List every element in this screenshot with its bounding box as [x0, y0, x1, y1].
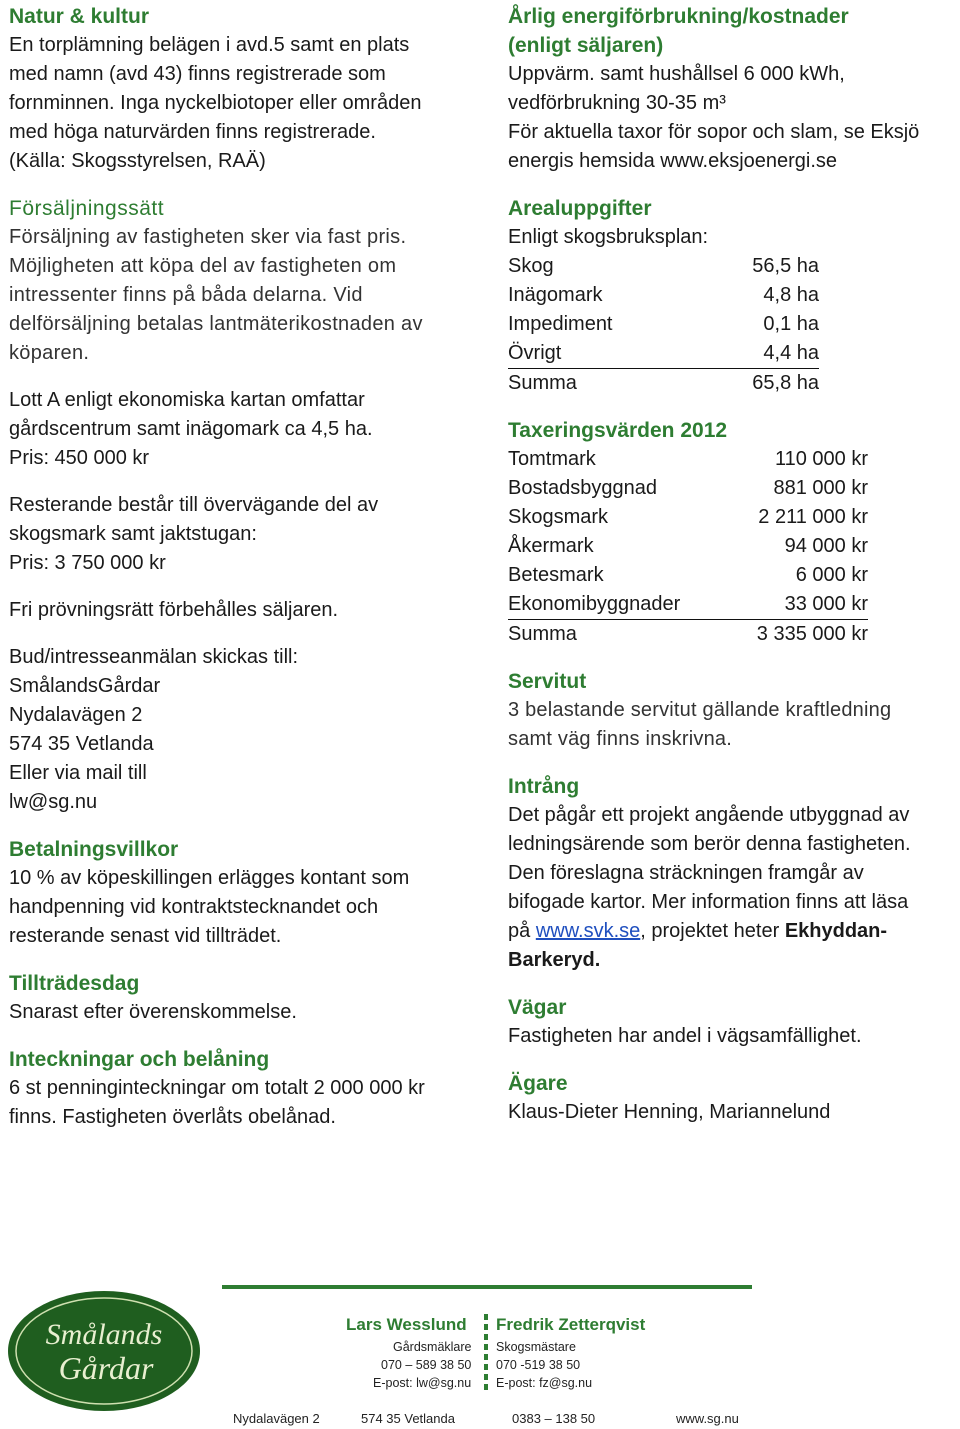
taxering-label: Ekonomibyggnader: [508, 590, 708, 620]
contact-phone-1: 070 – 589 38 50: [381, 1358, 472, 1372]
table-row: [508, 310, 819, 339]
areal-label: Inägomark: [508, 284, 603, 306]
taxering-label: Summa: [508, 623, 577, 645]
text-intrang: [508, 801, 960, 975]
project-name: Ekhyddan- Barkeryd.: [508, 920, 888, 971]
taxering-value: 94 000 kr: [784, 535, 868, 557]
taxering-value: 2 211 000 kr: [758, 506, 868, 528]
areal-table: [508, 252, 819, 398]
table-row: [508, 620, 868, 650]
heading-betalning: Betalningsvillkor: [9, 838, 179, 861]
footer-phone: 0383 – 138 50: [512, 1411, 596, 1426]
right-column: [508, 0, 960, 1127]
heading-servitut: Servitut: [508, 670, 587, 693]
table-row: [508, 532, 868, 561]
section-betalning: [9, 835, 489, 951]
footer-city: 574 35 Vetlanda: [361, 1411, 455, 1426]
heading-energi: Årlig energiförbrukning/kostnader (enligt säljaren): [508, 5, 849, 57]
section-vagar: [508, 993, 960, 1051]
areal-label: Summa: [508, 372, 577, 394]
section-natur: [9, 2, 489, 176]
taxering-label: Bostadsbyggnad: [508, 477, 658, 499]
contact-name-1: Lars Wesslund: [346, 1315, 467, 1334]
table-row: [508, 339, 819, 369]
text-forsaljning-2: Lott A enligt ekonomiska kartan omfattar gårdscentrum samt inägomark ca 4,5 ha. Pris: 450 000 kr: [9, 389, 373, 469]
areal-label: Skog: [508, 255, 554, 277]
section-agare: [508, 1069, 960, 1127]
areal-label: Impediment: [508, 313, 613, 335]
table-row: [508, 561, 868, 590]
section-servitut: [508, 667, 960, 754]
footer-address: Nydalavägen 2: [233, 1411, 320, 1426]
taxering-label: Tomtmark: [508, 448, 596, 470]
text-vagar: Fastigheten har andel i vägsamfällighet.: [508, 1025, 862, 1047]
table-row: [508, 281, 819, 310]
contact-email-2[interactable]: E-post: fz@sg.nu: [496, 1376, 593, 1390]
contact-title-1: Gårdsmäklare: [393, 1340, 472, 1354]
contact-phone-2: 070 -519 38 50: [496, 1358, 581, 1372]
taxering-value: 3 335 000 kr: [756, 623, 868, 645]
logo-text-2: Gårdar: [58, 1350, 154, 1386]
contact-title-2: Skogsmästare: [496, 1340, 576, 1354]
heading-areal: Arealuppgifter: [508, 197, 652, 220]
text-forsaljning-3: Resterande består till övervägande del av skogsmark samt jaktstugan: Pris: 3 750 000 kr: [9, 494, 379, 574]
heading-vagar: Vägar: [508, 996, 567, 1019]
text-forsaljning-1: Försäljning av fastigheten sker via fast pris. Möjligheten att köpa del av fastigheten om intressenter finns på båda delarna. Vid delförsäljning betalas lantmäterikostnaden av köparen.: [9, 226, 423, 364]
taxering-label: Skogsmark: [508, 506, 609, 528]
taxering-value: 33 000 kr: [708, 590, 868, 620]
text-agare: Klaus-Dieter Henning, Mariannelund: [508, 1101, 831, 1123]
smalands-gardar-logo: [6, 1289, 202, 1413]
footer-web[interactable]: www.sg.nu: [676, 1411, 739, 1426]
section-energi: [508, 2, 960, 176]
text-bud-address: Bud/intresseanmälan skickas till: SmålandsGårdar Nydalavägen 2 574 35 Vetlanda Eller via mail till lw@sg.nu: [9, 646, 299, 813]
table-row: [508, 474, 868, 503]
heading-natur: Natur & kultur: [9, 5, 150, 28]
text-betalning: 10 % av köpeskillingen erlägges kontant som handpenning vid kontraktstecknandet och resterande senast vid tillträdet.: [9, 867, 410, 947]
heading-taxering: Taxeringsvärden 2012: [508, 419, 728, 442]
areal-value: 56,5 ha: [752, 255, 819, 277]
footer-rule: [222, 1285, 752, 1289]
section-tilltrade: [9, 969, 489, 1027]
text-energi: Uppvärm. samt hushållsel 6 000 kWh, vedförbrukning 30-35 m³ För aktuella taxor för sopor och slam, se Eksjö energis hemsida www.eksjoenergi.se: [508, 63, 920, 172]
taxering-value: 110 000 kr: [774, 448, 868, 470]
areal-label: Övrigt: [508, 339, 708, 369]
areal-value: 4,8 ha: [763, 284, 819, 306]
text-areal-intro: Enligt skogsbruksplan:: [508, 226, 709, 248]
section-taxering: [508, 416, 960, 649]
table-row: [508, 445, 868, 474]
table-row: [508, 252, 819, 281]
heading-tilltrade: Tillträdesdag: [9, 972, 140, 995]
text-intrang-b: , projektet heter: [640, 920, 785, 942]
heading-inteckningar: Inteckningar och belåning: [9, 1048, 270, 1071]
heading-forsaljning: Försäljningssätt: [9, 197, 165, 220]
text-forsaljning-4: Fri prövningsrätt förbehålles säljaren.: [9, 599, 339, 621]
text-inteckningar: 6 st penninginteckningar om totalt 2 000 000 kr finns. Fastigheten överlåts obelånad.: [9, 1077, 425, 1128]
table-row: [508, 503, 868, 532]
heading-intrang: Intrång: [508, 775, 580, 798]
text-tilltrade: Snarast efter överenskommelse.: [9, 1001, 297, 1023]
text-natur: En torplämning belägen i avd.5 samt en plats med namn (avd 43) finns registrerade som fornminnen. Inga nyckelbiotoper eller områden med höga naturvärden finns registrerade. (Källa: Skogsstyrelsen, RAÄ): [9, 34, 422, 172]
contact-name-2: Fredrik Zetterqvist: [496, 1315, 646, 1334]
table-row: [508, 590, 868, 620]
text-intrang-a: Det pågår ett projekt angående utbyggnad av ledningsärende som berör denna fastigheten. Den föreslagna sträckningen framgår av bifogade kartor. Mer information finns att läsa på: [508, 804, 911, 942]
left-column: [9, 0, 489, 1132]
svk-link[interactable]: www.svk.se: [535, 920, 641, 942]
section-inteckningar: [9, 1045, 489, 1132]
table-row: [508, 369, 819, 399]
contact-separator: [484, 1314, 488, 1394]
section-intrang: [508, 772, 960, 975]
areal-value: 65,8 ha: [752, 372, 819, 394]
heading-agare: Ägare: [508, 1072, 568, 1095]
taxering-value: 881 000 kr: [773, 477, 868, 499]
contact-email-1[interactable]: E-post: lw@sg.nu: [373, 1376, 472, 1390]
areal-value: 0,1 ha: [763, 313, 819, 335]
taxering-value: 6 000 kr: [795, 564, 868, 586]
text-servitut: 3 belastande servitut gällande kraftledning samt väg finns inskrivna.: [508, 699, 892, 750]
logo-text-1: Smålands: [45, 1318, 163, 1351]
taxering-label: Betesmark: [508, 564, 604, 586]
taxering-table: [508, 445, 868, 649]
section-forsaljning: [9, 194, 489, 817]
section-areal: [508, 194, 960, 398]
taxering-label: Åkermark: [508, 535, 594, 557]
areal-value: 4,4 ha: [708, 339, 819, 369]
